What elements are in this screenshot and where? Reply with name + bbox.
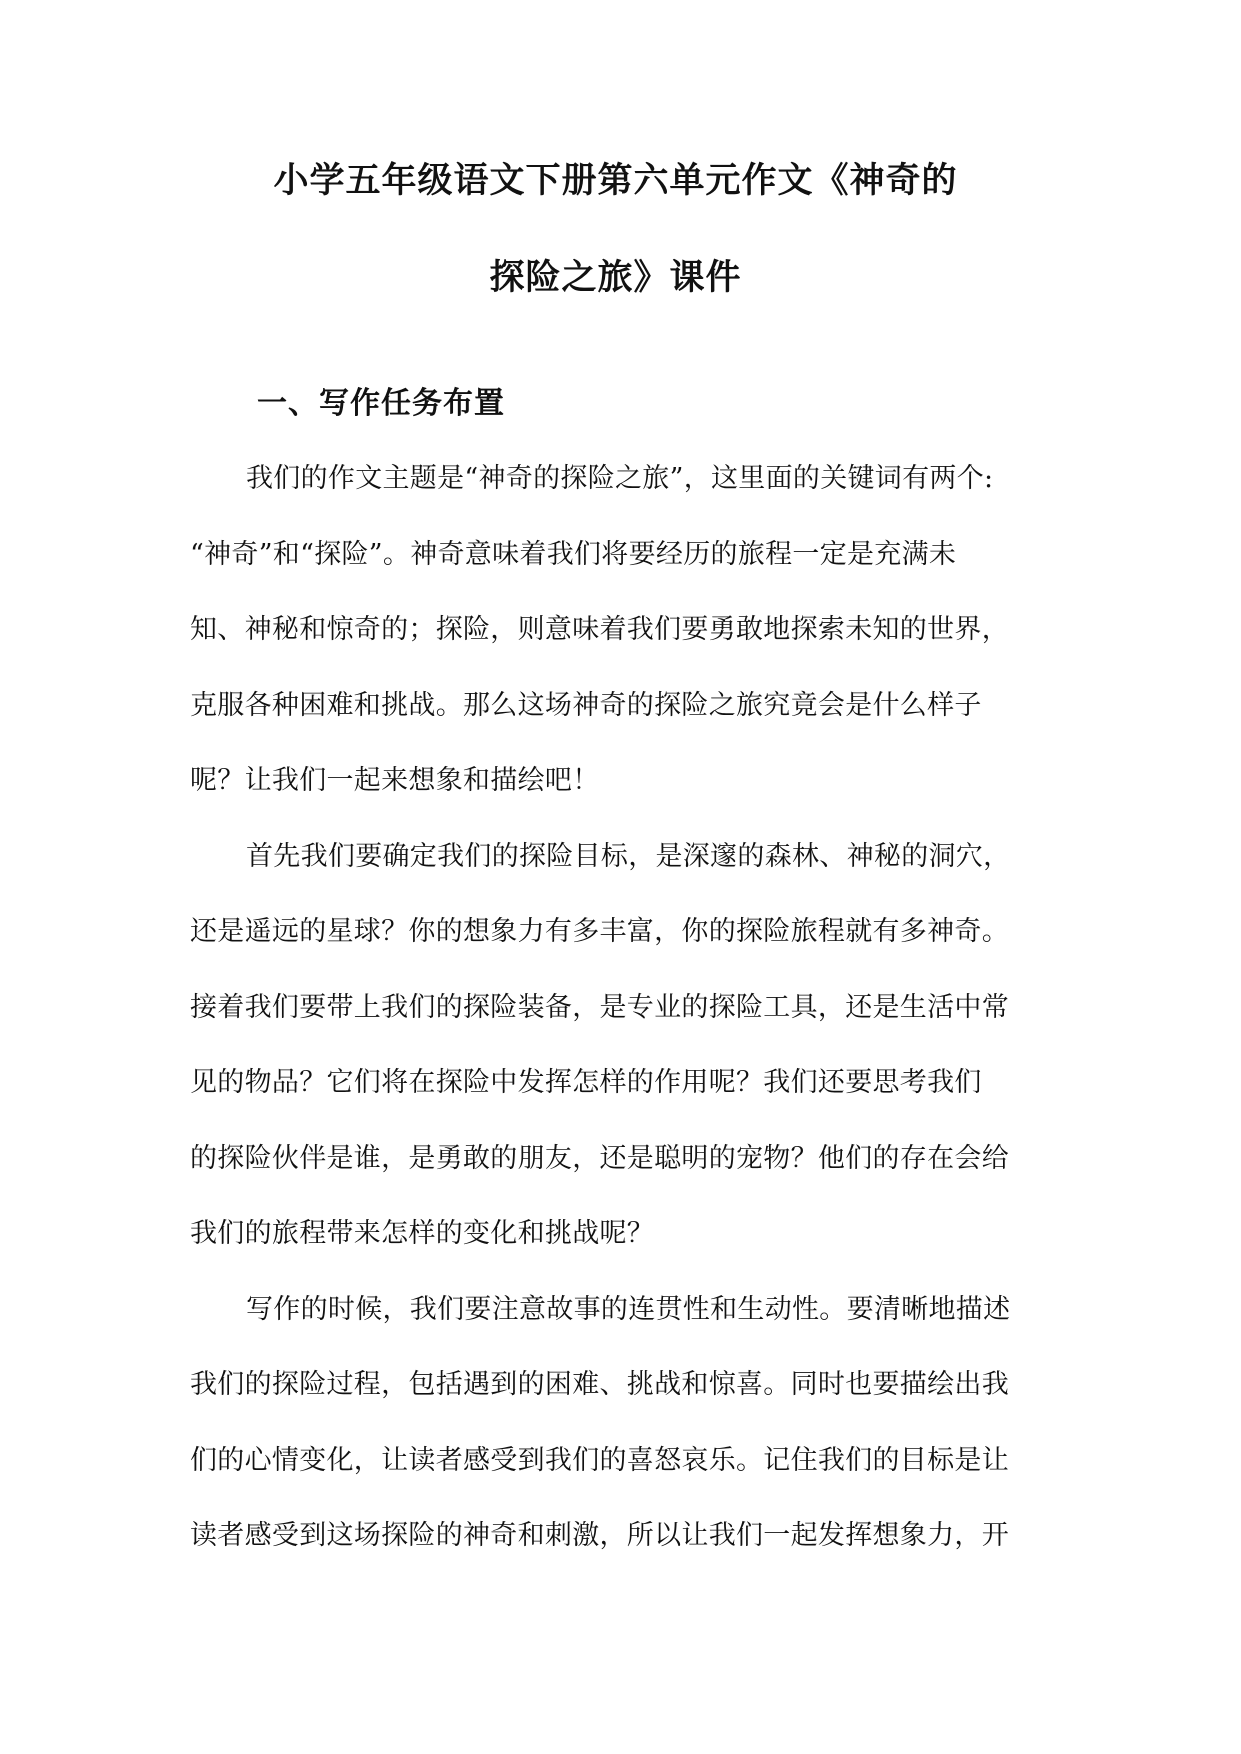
paragraph-2-line-3: 接着我们要带上我们的探险装备，是专业的探险工具，还是生活中常 [190, 992, 1009, 1023]
paragraph-2-line-1: 首先我们要确定我们的探险目标，是深邃的森林、神秘的洞穴， [246, 841, 1011, 872]
paragraph-1-line-1: 我们的作文主题是“神奇的探险之旅”，这里面的关键词有两个: [246, 463, 994, 494]
paragraph-1-line-4: 克服各种困难和挑战。那么这场神奇的探险之旅究竟会是什么样子 [190, 690, 982, 721]
paragraph-1-line-3: 知、神秘和惊奇的；探险，则意味着我们要勇敢地探索未知的世界， [190, 614, 1009, 645]
paragraph-3-line-4: 读者感受到这场探险的神奇和刺激，所以让我们一起发挥想象力，开 [190, 1520, 1009, 1551]
paragraph-2-line-4: 见的物品？它们将在探险中发挥怎样的作用呢？我们还要思考我们 [190, 1067, 982, 1098]
document-title-line-1: 小学五年级语文下册第六单元作文《神奇的 [273, 161, 958, 201]
paragraph-3-line-1: 写作的时候，我们要注意故事的连贯性和生动性。要清晰地描述 [246, 1294, 1011, 1325]
paragraph-2-line-6: 我们的旅程带来怎样的变化和挑战呢？ [190, 1218, 655, 1249]
paragraph-3-line-3: 们的心情变化，让读者感受到我们的喜怒哀乐。记住我们的目标是让 [190, 1445, 1009, 1476]
paragraph-2-line-5: 的探险伙伴是谁，是勇敢的朋友，还是聪明的宠物？他们的存在会给 [190, 1143, 1009, 1174]
paragraph-3-line-2: 我们的探险过程，包括遇到的困难、挑战和惊喜。同时也要描绘出我 [190, 1369, 1009, 1400]
paragraph-1-line-5: 呢？让我们一起来想象和描绘吧！ [190, 765, 600, 796]
paragraph-1-line-2: “神奇”和“探险”。神奇意味着我们将要经历的旅程一定是充满未 [190, 539, 957, 570]
document-title-line-2: 探险之旅》课件 [489, 258, 742, 298]
paragraph-2-line-2: 还是遥远的星球？你的想象力有多丰富，你的探险旅程就有多神奇。 [190, 916, 1009, 947]
section-heading: 一、写作任务布置 [257, 386, 505, 421]
